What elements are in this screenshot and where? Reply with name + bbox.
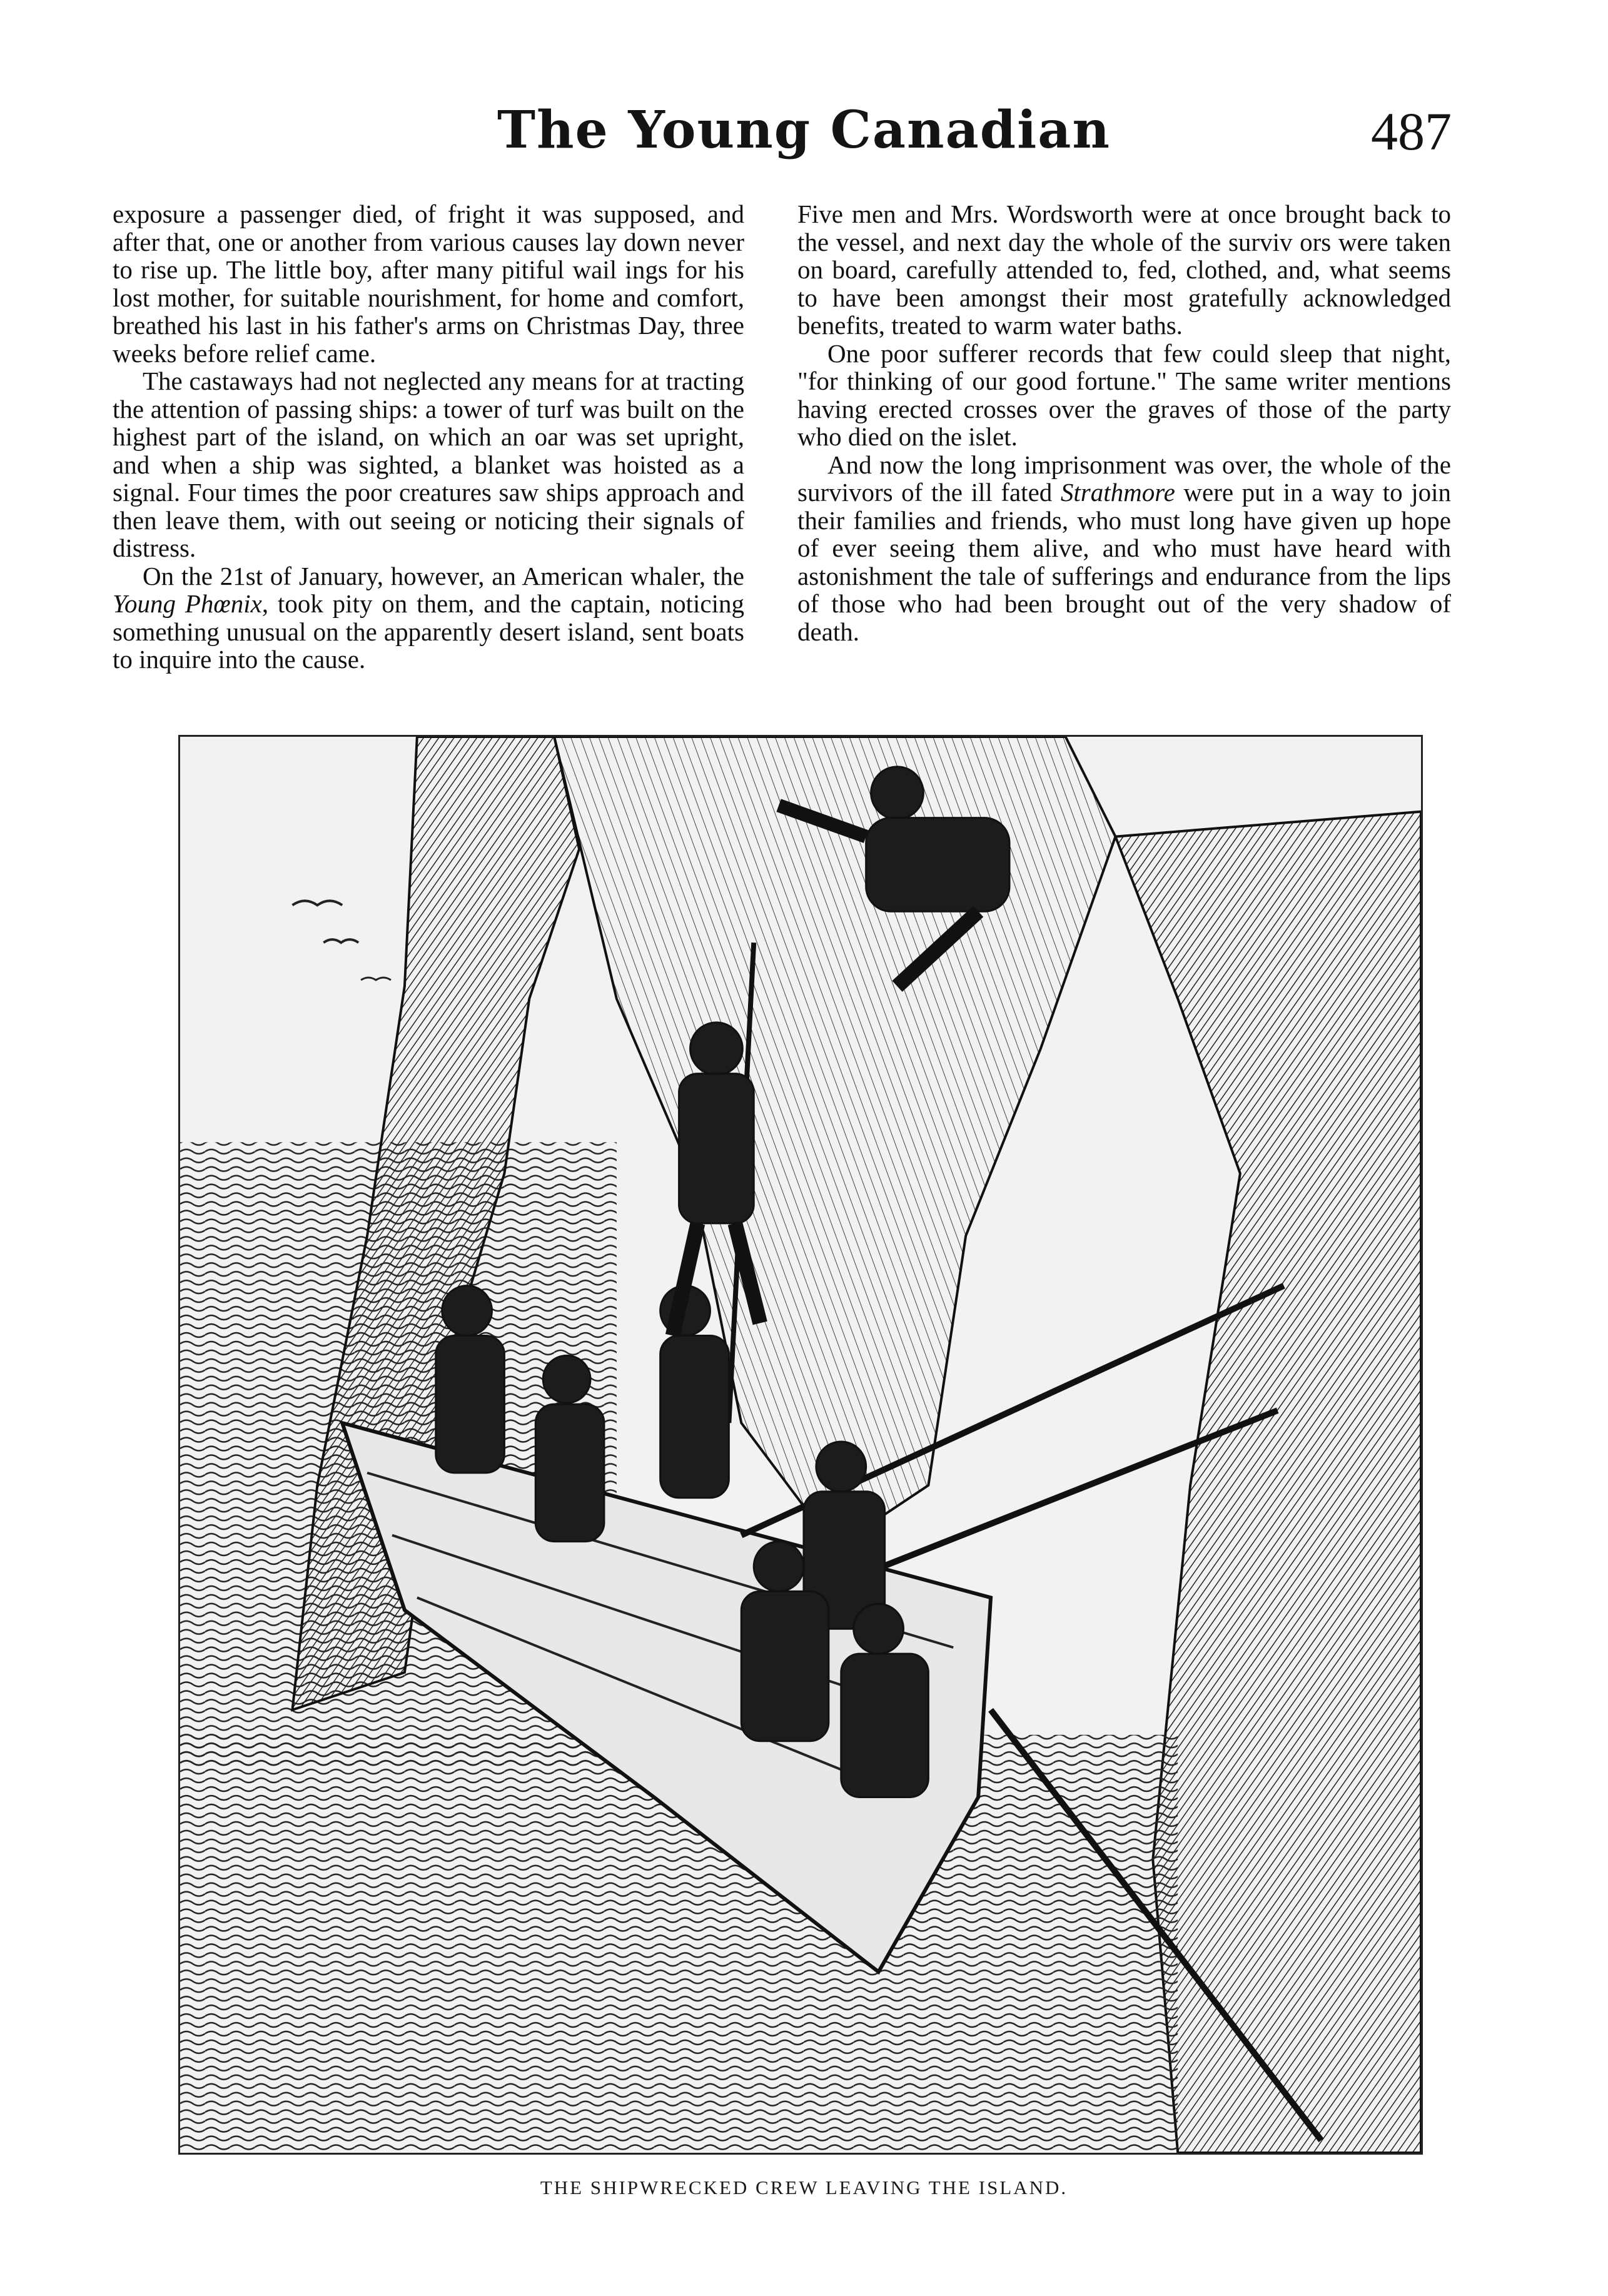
left-paragraph-1: exposure a passenger died, of fright it was supposed, and after that, one or another from various causes lay down never to rise up. The little boy, after many pitiful wail ings for his lost mother, for suitable nourishment, for home and comfort, breathed his last in his father's arms on Christmas Day, three weeks before relief came. <box>113 200 744 368</box>
left-column <box>113 200 744 674</box>
ship-name-strathmore: Strathmore <box>1060 478 1175 507</box>
left-paragraph-3 <box>113 562 744 674</box>
publication-title: The Young Canadian <box>497 100 1111 160</box>
engraving-illustration <box>178 735 1423 2155</box>
left-p3-after: , took pity on them, and the captain, noticing something unusual on the apparently desert island, sent boats to inquire into the cause. <box>113 589 744 674</box>
page-number: 487 <box>1371 101 1452 161</box>
right-paragraph-2: One poor sufferer records that few could sleep that night, "for thinking of our good fortune." The same writer mentions having erected crosses over the graves of those of the party who died on the islet. <box>797 338 1451 451</box>
right-column <box>797 200 1451 645</box>
left-paragraph-2: The castaways had not neglected any means for at tracting the attention of passing ships: a tower of turf was built on the highest part of the island, on which an oar was set upright, and when a ship was sighted, a blanket was hoisted as a signal. Four times the poor creatures saw ships approach and then leave them, with out seeing or noticing their signals of distress. <box>113 367 744 562</box>
left-p3-before: On the 21st of January, however, an American whaler, the <box>143 561 744 590</box>
engraving-drawing <box>180 737 1421 2153</box>
page-header <box>0 100 1608 169</box>
right-paragraph-1: Five men and Mrs. Wordsworth were at once brought back to the vessel, and next day the whole of the surviv ors were taken on board, carefully attended to, fed, clothed, and, what seems to have been amongst their most gratefully acknowledged benefits, treated to warm water baths. <box>797 200 1451 340</box>
ship-name-young-phoenix: Young Phœnix <box>113 589 262 618</box>
right-p3-before: And now the long imprisonment was over, the whole of the survivors of the ill fated <box>797 450 1451 507</box>
illustration-caption: THE SHIPWRECKED CREW LEAVING THE ISLAND. <box>540 2177 1068 2198</box>
right-p3-after: were put in a way to join their families and friends, who must long have given up hope of ever seeing them alive, and who must have heard with astonishment the tale of sufferings and endurance from the lips of those who had been brought out of the very shadow of death. <box>797 478 1451 646</box>
right-paragraph-3 <box>797 451 1451 646</box>
